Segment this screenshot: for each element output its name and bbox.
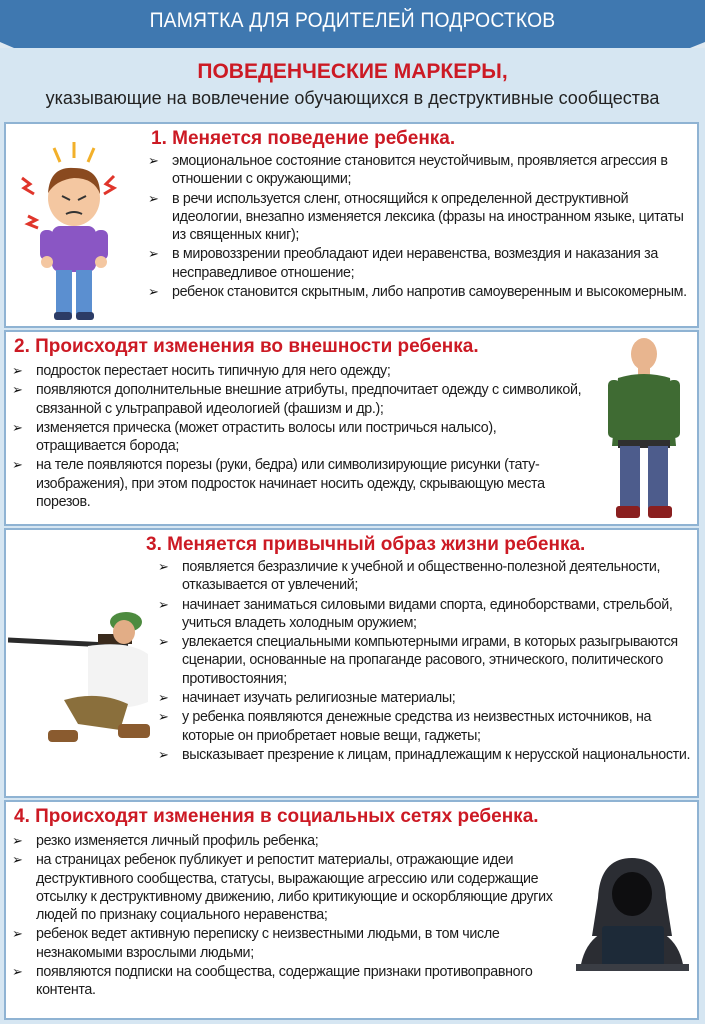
- bullet-arrow-icon: ➢: [158, 690, 169, 706]
- list-item: ➢ в речи используется сленг, относящийся к определенной деструктивной идеологии, внезапно изменяется лексика (фразы на иностранном языке, цитаты из священных книг);: [148, 190, 684, 244]
- section-3-title: 3. Меняется привычный образ жизни ребенка.: [146, 534, 586, 555]
- list-item: ➢ изменяется прическа (может отрастить волосы или постричься налысо), отращивается борода;: [12, 419, 497, 455]
- bullet-arrow-icon: ➢: [12, 457, 23, 473]
- bullet-arrow-icon: ➢: [12, 926, 23, 942]
- bullet-arrow-icon: ➢: [148, 284, 159, 300]
- page-subheadline: указывающие на вовлечение обучающихся в деструктивные сообщества: [45, 88, 660, 108]
- list-item: ➢ ребенок ведет активную переписку с неизвестными людьми, в том числе незнакомыми взрослыми людьми;: [12, 926, 500, 961]
- bullet-arrow-icon: ➢: [148, 246, 159, 262]
- angry-child-icon: [14, 138, 134, 323]
- banner-title: ПАМЯТКА ДЛЯ РОДИТЕЛЕЙ ПОДРОСТКОВ: [149, 9, 556, 32]
- list-item: ➢ подросток перестает носить типичную для него одежду;: [12, 363, 391, 379]
- list-item: ➢ на теле появляются порезы (руки, бедра) или символизирующие рисунки (тату-изображения), при этом подросток начинает носить одежду, скрывающую места порезов.: [12, 457, 545, 511]
- section-2-title: 2. Происходят изменения во внешности ребенка.: [14, 336, 479, 357]
- bullet-arrow-icon: ➢: [158, 559, 169, 574]
- section-lifestyle: [4, 528, 699, 798]
- section-1-list: [146, 152, 696, 302]
- section-behavior: [4, 122, 699, 328]
- list-item: ➢ резко изменяется личный профиль ребенка;: [12, 833, 319, 849]
- list-item: ➢ эмоциональное состояние становится неустойчивым, проявляется агрессия в отношении с окружающими;: [148, 153, 668, 188]
- page-headline: ПОВЕДЕНЧЕСКИЕ МАРКЕРЫ,: [197, 60, 508, 83]
- bullet-arrow-icon: ➢: [148, 153, 159, 168]
- list-item: ➢ появляются подписки на сообщества, содержащие признаки противоправного контента.: [12, 964, 533, 999]
- list-item: ➢ в мировоззрении преобладают идеи неравенства, возмездия и наказания за несправедливое отношение;: [148, 246, 658, 281]
- section-3-list: [156, 558, 696, 765]
- list-item: ➢ начинает заниматься силовыми видами спорта, единоборствами, стрельбой, учиться владеть холодным оружием;: [158, 596, 673, 631]
- section-4-list: [10, 832, 565, 1001]
- bullet-arrow-icon: ➢: [12, 833, 23, 848]
- bullet-arrow-icon: ➢: [12, 852, 23, 868]
- list-item: ➢ у ребенка появляются денежные средства из неизвестных источников, на которые он приобретает новые вещи, гаджеты;: [158, 709, 652, 744]
- bullet-arrow-icon: ➢: [12, 382, 23, 398]
- bullet-arrow-icon: ➢: [158, 634, 169, 650]
- section-4-title: 4. Происходят изменения в социальных сетях ребенка.: [14, 806, 539, 827]
- section-2-list: [10, 362, 585, 512]
- bullet-arrow-icon: ➢: [158, 709, 169, 725]
- section-appearance: [4, 330, 699, 526]
- hooded-hacker-icon: [570, 854, 695, 974]
- bullet-arrow-icon: ➢: [12, 419, 23, 435]
- section-social-networks: [4, 800, 699, 1020]
- section-1-title: 1. Меняется поведение ребенка.: [151, 128, 456, 149]
- top-banner: [0, 0, 705, 48]
- bullet-arrow-icon: ➢: [158, 596, 169, 612]
- list-item: ➢ ребенок становится скрытным, либо напротив самоуверенным и высокомерным.: [148, 284, 687, 301]
- list-item: ➢ высказывает презрение к лицам, принадлежащим к нерусской национальности.: [158, 746, 691, 763]
- list-item: ➢ начинает изучать религиозные материалы;: [158, 690, 456, 707]
- bullet-arrow-icon: ➢: [12, 363, 23, 378]
- list-item: ➢ на страницах ребенок публикует и репостит материалы, отражающие идеи деструктивного сообщества, статусы, выражающие агрессию или содержащие отсылку к деструктивному движению, либо критикующие и оскорбляющие других людей по признаку социального неравенства;: [12, 852, 553, 924]
- bullet-arrow-icon: ➢: [12, 964, 23, 980]
- shaved-teen-icon: [598, 336, 693, 522]
- shooter-icon: [8, 590, 168, 750]
- list-item: ➢ появляется безразличие к учебной и общественно-полезной деятельности, отказывается от увлечений;: [158, 559, 661, 594]
- bullet-arrow-icon: ➢: [148, 190, 159, 206]
- list-item: ➢ появляются дополнительные внешние атрибуты, предпочитает одежду с символикой, связанной с ультраправой идеологией (фашизм и др.);: [12, 382, 582, 417]
- list-item: ➢ увлекается специальными компьютерными играми, в которых разыгрываются сценарии, основанные на пропаганде расового, этнического, политического противостояния;: [158, 634, 678, 687]
- bullet-arrow-icon: ➢: [158, 746, 169, 762]
